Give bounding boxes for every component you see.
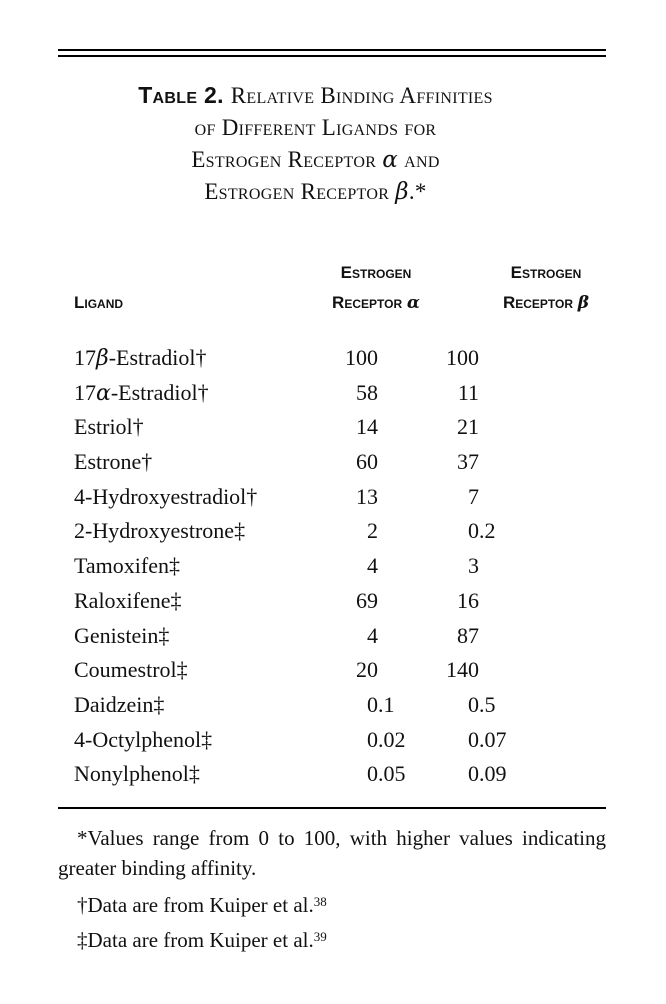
title-line-1-text: Relative Binding Affinities	[230, 83, 493, 108]
table-row	[58, 480, 606, 515]
er-alpha-value: 0.1	[367, 691, 395, 717]
footnote-double-dagger-ref: 39	[313, 929, 327, 944]
er-beta-value: 140	[446, 657, 479, 683]
er-beta-value: 100	[446, 345, 479, 370]
table-row	[58, 376, 606, 411]
top-double-rule	[58, 49, 606, 57]
title-line-4	[58, 176, 573, 208]
er-beta-value: 0.5	[468, 691, 496, 717]
ligand-name: Coumestrol‡	[74, 657, 188, 683]
er-beta-value: 11	[457, 379, 479, 405]
footnote-dagger	[58, 890, 606, 920]
ligand-name: 4-Octylphenol‡	[74, 726, 213, 752]
er-beta-value: 16	[457, 587, 479, 613]
er-alpha-value: 2	[367, 518, 378, 544]
beta-symbol: β	[395, 179, 409, 205]
ligand-name: Tamoxifen‡	[74, 553, 180, 579]
er-alpha-value: 0.02	[367, 726, 406, 752]
title-line-3-suffix: and	[398, 147, 440, 172]
title-line-2: of Different Ligands for	[194, 115, 437, 140]
table-title	[58, 79, 573, 208]
table-row	[58, 723, 606, 758]
ligand-name: Raloxifene‡	[74, 587, 182, 613]
footer-rule	[58, 807, 606, 809]
table-row	[58, 619, 606, 654]
footnote-dagger-text: †Data are from Kuiper et al.	[77, 893, 314, 917]
table-number-label: Table 2.	[138, 82, 224, 108]
title-line-4-prefix: Estrogen Receptor	[204, 179, 396, 204]
table-row	[58, 757, 606, 792]
er-alpha-value: 69	[356, 587, 378, 613]
ligand-name: Genistein‡	[74, 622, 170, 648]
footnote-values-text: *Values range from 0 to 100, with higher values indicating greater binding affinity.	[58, 826, 606, 880]
ligand-name: Estriol†	[74, 414, 144, 440]
title-line-3	[58, 144, 573, 176]
ligand-name: Estrone†	[74, 449, 153, 475]
table-row	[58, 688, 606, 723]
footnote-double-dagger-text: ‡Data are from Kuiper et al.	[77, 928, 314, 952]
table-row	[58, 584, 606, 619]
table-row	[58, 514, 606, 549]
ligand-name: 17α-Estradiol†	[74, 379, 209, 406]
table-row	[58, 445, 606, 480]
er-beta-value: 3	[468, 553, 479, 579]
er-beta-header-line-2	[426, 288, 666, 318]
table-row	[58, 410, 606, 445]
er-alpha-value: 4	[367, 622, 378, 648]
table-row	[58, 341, 606, 376]
table-body	[58, 341, 606, 792]
column-header-er-beta	[426, 258, 666, 318]
er-beta-value: 87	[457, 622, 479, 648]
er-beta-value: 0.07	[468, 726, 507, 752]
er-alpha-value: 14	[356, 414, 378, 440]
ligand-name: 17β-Estradiol†	[74, 345, 207, 371]
table-row	[58, 653, 606, 688]
beta-symbol: β	[577, 293, 590, 313]
ligand-name: 4-Hydroxyestradiol†	[74, 483, 258, 509]
er-alpha-value: 20	[356, 657, 378, 683]
er-alpha-value: 0.05	[367, 761, 406, 787]
table-header-row	[58, 258, 606, 318]
title-line-3-prefix: Estrogen Receptor	[191, 147, 383, 172]
ligand-name: Daidzein‡	[74, 691, 165, 717]
alpha-symbol: α	[382, 147, 399, 173]
ligand-name: Nonylphenol‡	[74, 761, 200, 787]
er-beta-value: 0.09	[468, 761, 507, 787]
table-row	[58, 549, 606, 584]
er-beta-value: 7	[468, 483, 479, 509]
er-alpha-header-prefix: Receptor	[332, 293, 407, 312]
er-alpha-value: 4	[367, 553, 378, 579]
er-beta-header-prefix: Receptor	[502, 293, 578, 312]
er-beta-value: 37	[457, 449, 479, 475]
er-beta-header-line-1: Estrogen	[510, 263, 582, 282]
er-alpha-value: 58	[356, 379, 378, 405]
alpha-symbol: α	[406, 293, 420, 313]
er-beta-value: 0.2	[468, 518, 496, 544]
footnote-dagger-ref: 38	[313, 894, 327, 909]
footnote-values-range	[58, 823, 606, 883]
er-alpha-value: 100	[345, 345, 378, 370]
er-beta-value: 21	[457, 414, 479, 440]
column-header-ligand: Ligand	[74, 293, 124, 312]
er-alpha-header-line-1: Estrogen	[340, 263, 412, 282]
er-alpha-value: 13	[356, 483, 378, 509]
footnote-double-dagger	[58, 925, 606, 955]
er-alpha-value: 60	[356, 449, 378, 475]
title-line-4-suffix: .*	[408, 179, 427, 204]
title-line-1	[58, 79, 573, 112]
ligand-name: 2-Hydroxyestrone‡	[74, 518, 246, 544]
